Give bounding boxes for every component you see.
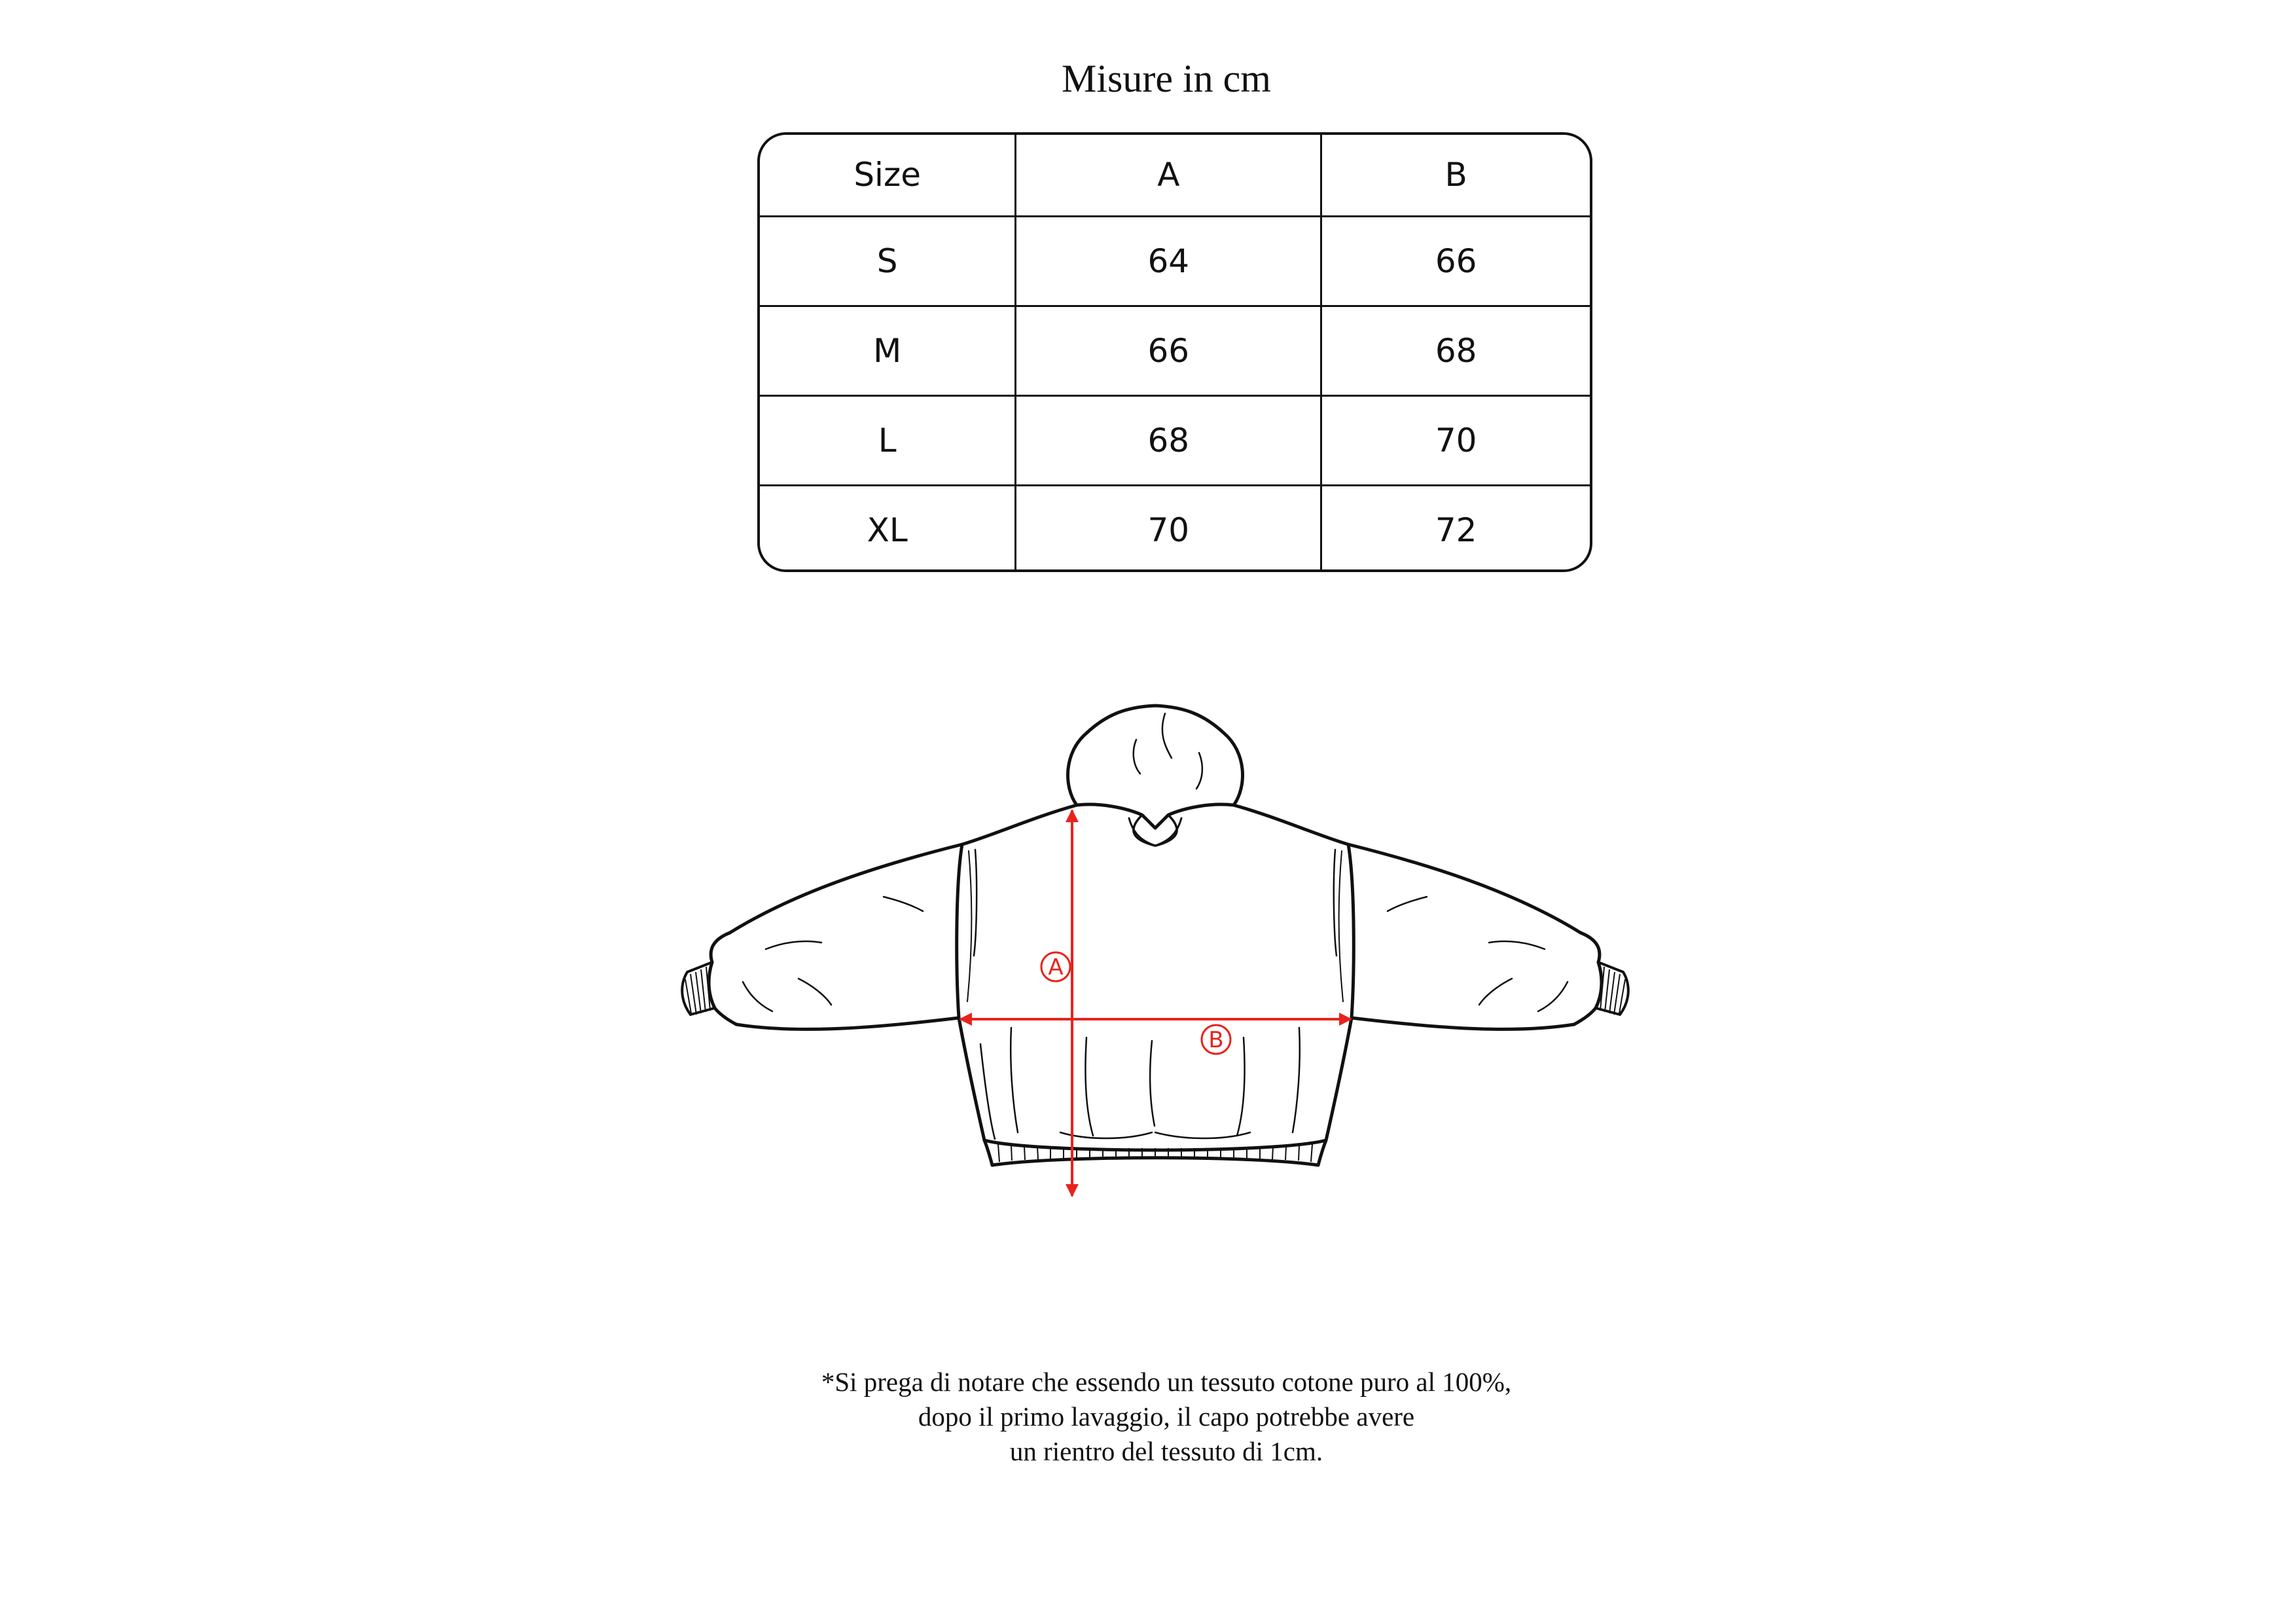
right-sleeve-outline bbox=[1348, 844, 1602, 1029]
right-cuff-ribbing bbox=[1600, 967, 1625, 1015]
body-folds bbox=[967, 850, 1343, 1139]
hoodie-diagram bbox=[668, 674, 1656, 1244]
hood-folds bbox=[1134, 713, 1202, 789]
measure-b-cell: 72 bbox=[1321, 485, 1590, 572]
marker-b-label: B bbox=[1208, 1027, 1224, 1053]
left-sleeve-folds bbox=[743, 897, 923, 1011]
page-title: Misure in cm bbox=[1062, 57, 1271, 100]
table-row bbox=[760, 216, 1590, 306]
washing-note-line: *Si prega di notare che essendo un tessuto cotone puro al 100%, bbox=[821, 1367, 1512, 1397]
size-cell: S bbox=[760, 216, 1016, 306]
measure-a-cell: 70 bbox=[1016, 485, 1321, 572]
table-row bbox=[760, 306, 1590, 395]
size-cell: M bbox=[760, 306, 1016, 395]
right-sleeve-folds bbox=[1388, 897, 1568, 1011]
measure-a-cell: 64 bbox=[1016, 216, 1321, 306]
washing-note bbox=[0, 1365, 2296, 1469]
measure-b-cell: 68 bbox=[1321, 306, 1590, 395]
size-table bbox=[757, 132, 1592, 572]
size-cell: XL bbox=[760, 485, 1016, 572]
measure-b-cell: 66 bbox=[1321, 216, 1590, 306]
column-header-b: B bbox=[1321, 135, 1590, 216]
column-header-a: A bbox=[1016, 135, 1321, 216]
size-cell: L bbox=[760, 395, 1016, 485]
table-header-row bbox=[760, 135, 1590, 216]
washing-note-line: un rientro del tessuto di 1cm. bbox=[1009, 1436, 1323, 1466]
measure-a bbox=[1041, 810, 1072, 1196]
column-header-size: Size bbox=[760, 135, 1016, 216]
left-sleeve-outline bbox=[709, 844, 962, 1029]
body-outline bbox=[957, 805, 1354, 1165]
washing-note-line: dopo il primo lavaggio, il capo potrebbe avere bbox=[918, 1401, 1415, 1432]
table-row bbox=[760, 485, 1590, 572]
table-row bbox=[760, 395, 1590, 485]
left-cuff-ribbing bbox=[685, 967, 710, 1015]
measure-b bbox=[960, 1019, 1351, 1054]
measure-a-cell: 66 bbox=[1016, 306, 1321, 395]
measure-a-cell: 68 bbox=[1016, 395, 1321, 485]
hood-outline bbox=[1067, 706, 1242, 846]
measure-b-cell: 70 bbox=[1321, 395, 1590, 485]
marker-a-label: A bbox=[1048, 954, 1064, 981]
